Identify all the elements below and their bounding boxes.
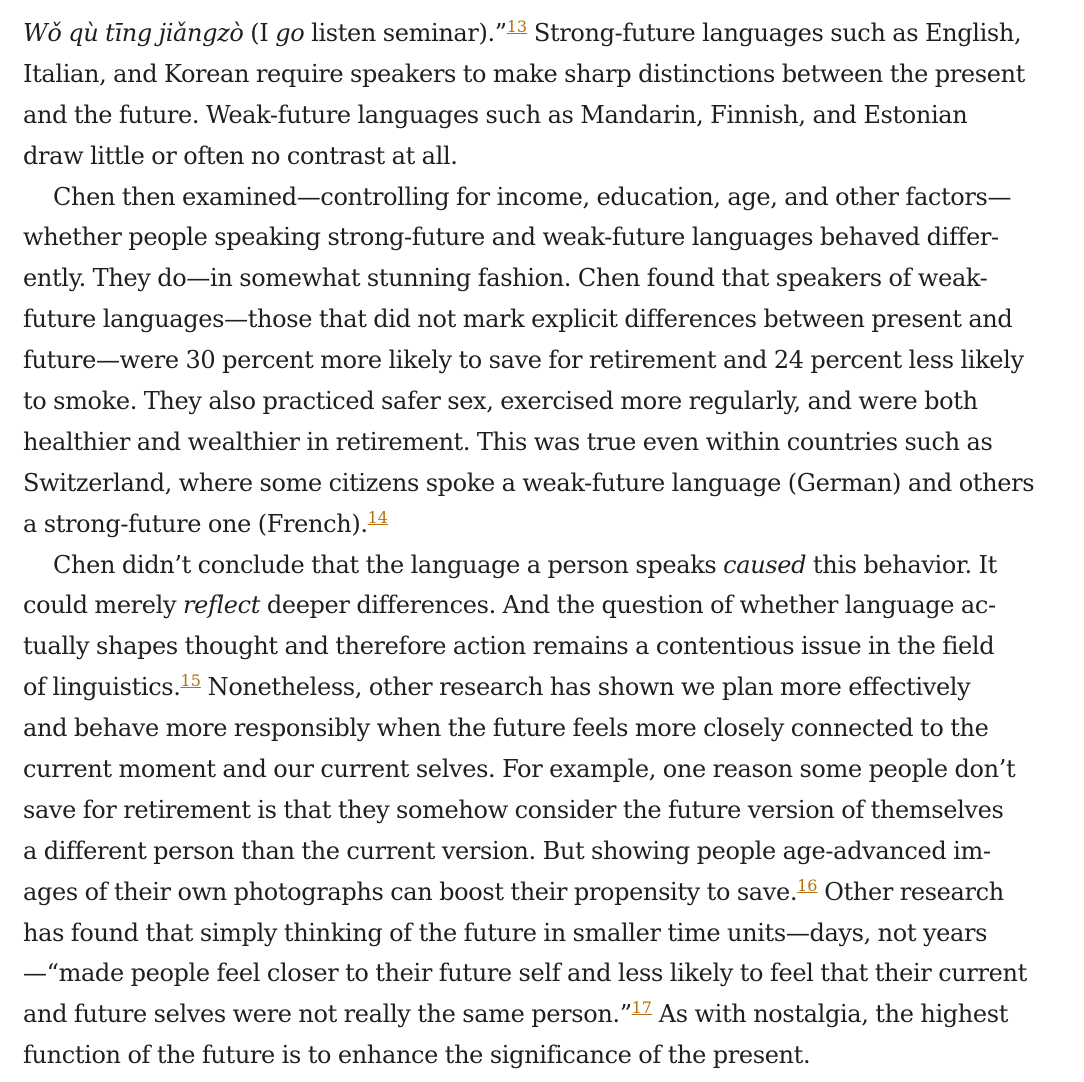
text-line: save for retirement is that they somehow consider the future version of themselves — [23, 795, 1004, 824]
text-line: healthier and wealthier in retirement. This was true even within countries such as — [23, 427, 993, 456]
pinyin-phrase: Wǒ qù tīng jiǎngzò — [23, 19, 244, 47]
paragraph — [23, 545, 1074, 1077]
text-line: Chen then examined—controlling for income, education, age, and other factors— — [53, 182, 1012, 211]
text-line: a strong-future one (French).$^{14}$ — [23, 507, 388, 538]
text-line: Switzerland, where some citizens spoke a weak-future language (German) and others — [23, 468, 1035, 497]
text-line: has found that simply thinking of the future in smaller time units—days, not years — [23, 918, 988, 947]
text-line: Wǒ qù tīng jiǎngzò (I go listen seminar).”$^{13}$ Strong-future languages such as English, — [23, 17, 1022, 47]
book-page — [23, 13, 1074, 1076]
emphasis: caused — [723, 550, 807, 579]
text-line: Chen didn’t conclude that the language a person speaks caused this behavior. It — [53, 550, 997, 579]
footnote-link-13[interactable]: 13 — [506, 17, 528, 36]
text-line: to smoke. They also practiced safer sex, exercised more regularly, and were both — [23, 387, 978, 416]
text-line: could merely reflect deeper differences. And the question of whether language ac- — [23, 591, 996, 620]
text-line: current moment and our current selves. For example, one reason some people don’t — [23, 755, 1016, 784]
emphasis: go — [275, 19, 305, 47]
text-line: a different person than the current version. But showing people age-advanced im- — [23, 836, 991, 865]
text-line: of linguistics.$^{15}$ Nonetheless, other research has shown we plan more effectively — [23, 671, 971, 702]
footnote-link-15[interactable]: 15 — [180, 671, 201, 691]
emphasis: reflect — [182, 591, 261, 620]
text-line: tually shapes thought and therefore action remains a contentious issue in the field — [23, 632, 995, 661]
text-line: Italian, and Korean require speakers to make sharp distinctions between the present — [23, 59, 1025, 88]
text-line: ently. They do—in somewhat stunning fashion. Chen found that speakers of weak- — [23, 264, 988, 293]
text-line: and the future. Weak-future languages such as Mandarin, Finnish, and Estonian — [23, 100, 968, 129]
footnote-link-17[interactable]: 17 — [631, 998, 652, 1018]
text-line: function of the future is to enhance the significance of the present. — [23, 1041, 811, 1070]
text-line: and behave more responsibly when the future feels more closely connected to the — [23, 714, 989, 743]
text-line: and future selves were not really the same person.”$^{17}$ As with nostalgia, the highest — [23, 998, 1008, 1029]
text-line: whether people speaking strong-future and weak-future languages behaved differ- — [23, 223, 999, 252]
paragraph — [23, 177, 1074, 545]
paragraph — [23, 13, 1074, 177]
text-line: draw little or often no contrast at all. — [23, 141, 458, 170]
text-line: ages of their own photographs can boost their propensity to save.$^{16}$ Other research — [23, 875, 1004, 906]
footnote-link-14[interactable]: 14 — [367, 507, 388, 527]
footnote-link-16[interactable]: 16 — [797, 875, 818, 895]
text-line: future—were 30 percent more likely to save for retirement and 24 percent less likely — [23, 346, 1024, 375]
text-line: future languages—those that did not mark explicit differences between present and — [23, 305, 1013, 334]
text-line: —“made people feel closer to their future self and less likely to feel that their current — [23, 959, 1027, 988]
